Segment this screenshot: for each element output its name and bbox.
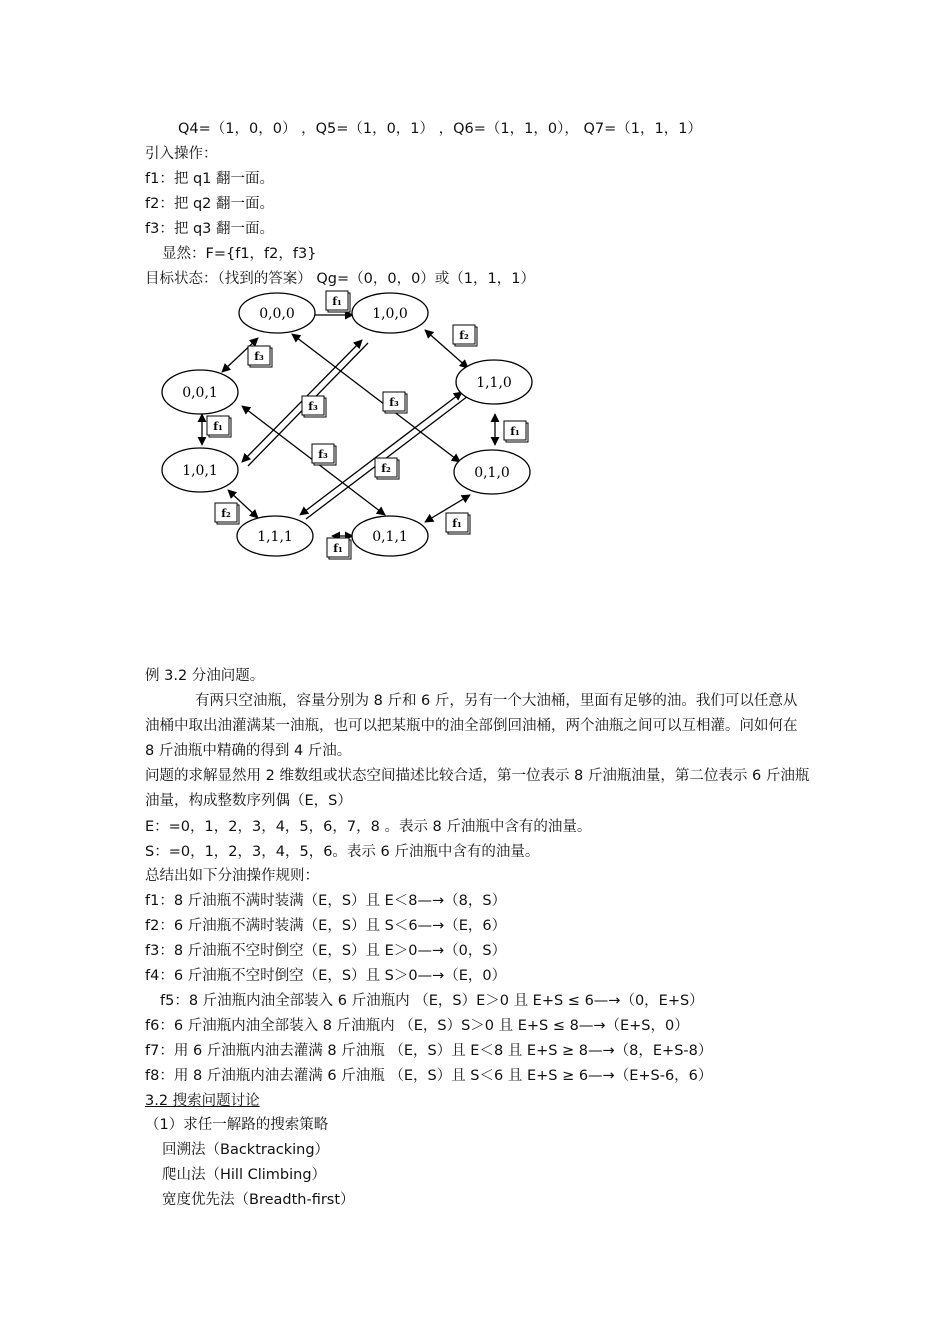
op-f1: f1：把 q1 翻一面。 bbox=[145, 171, 274, 187]
section-subheading: （1）求任一解路的搜索策略 bbox=[145, 1117, 329, 1133]
rule-f6: f6：6 斤油瓶内油全部装入 8 斤油瓶内 （E，S）S＞0 且 E+S ≤ 8—→（E+S，0） bbox=[145, 1018, 689, 1034]
op-f3: f3：把 q3 翻一面。 bbox=[145, 221, 274, 237]
example-title: 例 3.2 分油问题。 bbox=[145, 668, 265, 684]
rule-f3: f3：8 斤油瓶不空时倒空（E，S）且 E＞0—→（0，S） bbox=[145, 943, 507, 959]
node-100-text: 1,0,0 bbox=[372, 306, 408, 322]
rule-f2: f2：6 斤油瓶不满时装满（E，S）且 S＜6—→（E，6） bbox=[145, 918, 507, 934]
f-set: 显然：F={f1，f2，f3} bbox=[162, 246, 317, 262]
node-000-text: 0,0,0 bbox=[259, 306, 295, 322]
edge-label: f₂ bbox=[381, 462, 391, 475]
edge-label: f₁ bbox=[332, 295, 342, 308]
edge-label: f₁ bbox=[510, 425, 520, 438]
edge-label: f₃ bbox=[308, 400, 318, 413]
node-010-text: 0,1,0 bbox=[474, 465, 510, 481]
edge-label: f₃ bbox=[254, 350, 264, 363]
node-001-text: 0,0,1 bbox=[182, 385, 218, 401]
s-definition: S：=0，1，2，3，4，5，6。表示 6 斤油瓶中含有的油量。 bbox=[145, 844, 540, 860]
node-110-text: 1,1,0 bbox=[476, 375, 512, 391]
node-101-text: 1,0,1 bbox=[182, 463, 218, 479]
edge-label: f₁ bbox=[452, 517, 462, 530]
states-line: Q4=（1，0，0） ，Q5=（1，0，1） ，Q6=（1，1，0）， Q7=（1，1，1） bbox=[178, 121, 702, 137]
edge-label: f₂ bbox=[459, 329, 469, 342]
edge-label: f₂ bbox=[221, 507, 231, 520]
rule-f4: f4：6 斤油瓶不空时倒空（E，S）且 S＞0—→（E，0） bbox=[145, 968, 507, 984]
strategy-backtracking: 回溯法（Backtracking） bbox=[162, 1142, 330, 1158]
rule-f5: f5：8 斤油瓶内油全部装入 6 斤油瓶内 （E，S）E＞0 且 E+S ≤ 6—→（0，E+S） bbox=[160, 993, 704, 1009]
state-diagram bbox=[150, 290, 550, 565]
example-para2: 问题的求解显然用 2 维数组或状态空间描述比较合适，第一位表示 8 斤油瓶油量，第二位表示 6 斤油瓶油量，构成整数序列偶（E，S） bbox=[145, 768, 810, 809]
section-heading: 3.2 搜索问题讨论 bbox=[145, 1093, 260, 1109]
example-para1: 有两只空油瓶，容量分别为 8 斤和 6 斤，另有一个大油桶，里面有足够的油。我们可以任意从油桶中取出油灌满某一油瓶，也可以把某瓶中的油全部倒回油桶，两个油瓶之间可以互相灌。问如何在 8 斤油瓶中精确的得到 4 斤油。 bbox=[145, 693, 798, 759]
node-011-text: 0,1,1 bbox=[372, 529, 408, 545]
rule-f7: f7：用 6 斤油瓶内油去灌满 8 斤油瓶 （E，S）且 E＜8 且 E+S ≥ 8—→（8，E+S-8） bbox=[145, 1043, 713, 1059]
edge-label: f₃ bbox=[318, 448, 328, 461]
ops-title: 引入操作： bbox=[145, 146, 218, 162]
node-111-text: 1,1,1 bbox=[257, 529, 293, 545]
op-f2: f2：把 q2 翻一面。 bbox=[145, 196, 274, 212]
edge-label: f₃ bbox=[389, 396, 399, 409]
strategy-hill-climbing: 爬山法（Hill Climbing） bbox=[162, 1167, 327, 1183]
goal-state: 目标状态：（找到的答案） Qg=（0，0，0）或（1，1，1） bbox=[145, 271, 535, 287]
edge-label: f₁ bbox=[333, 542, 343, 555]
rule-f8: f8：用 8 斤油瓶内油去灌满 6 斤油瓶 （E，S）且 S＜6 且 E+S ≥ 6—→（E+S-6，6） bbox=[145, 1068, 713, 1084]
rule-f1: f1：8 斤油瓶不满时装满（E，S）且 E＜8—→（8，S） bbox=[145, 893, 507, 909]
rules-title: 总结出如下分油操作规则： bbox=[145, 868, 319, 884]
e-definition: E：=0，1，2，3，4，5，6，7，8 。表示 8 斤油瓶中含有的油量。 bbox=[145, 819, 592, 835]
edge-label: f₁ bbox=[213, 420, 223, 433]
strategy-breadth-first: 宽度优先法（Breadth-first） bbox=[162, 1192, 355, 1208]
